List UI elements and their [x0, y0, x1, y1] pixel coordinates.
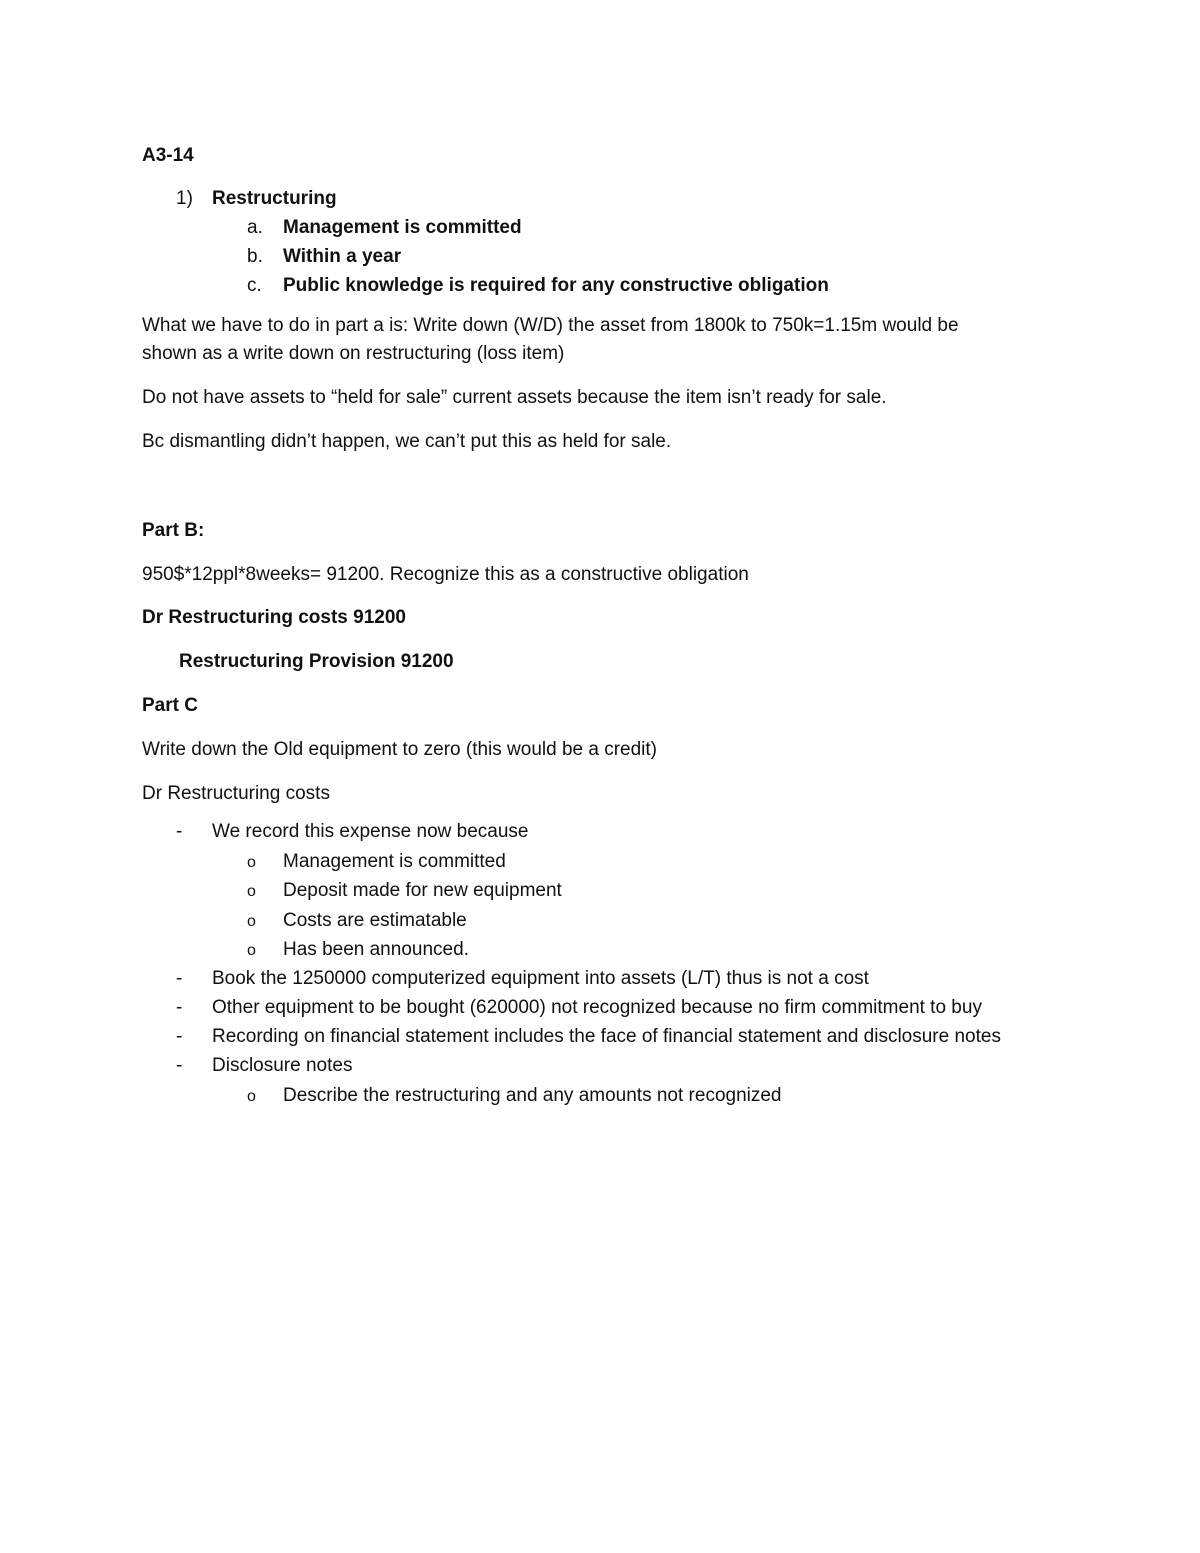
numbered-item-label: Restructuring	[212, 187, 337, 209]
list-marker: b.	[247, 245, 263, 267]
sub-bullet-text: Describe the restructuring and any amounts not recognized	[283, 1084, 782, 1106]
lettered-item	[247, 214, 1072, 243]
sub-bullet-text: Management is committed	[283, 850, 506, 872]
sub-bullet	[247, 877, 1072, 907]
bullet-text: We record this expense now because	[212, 821, 529, 843]
part-b-heading: Part B:	[142, 519, 205, 541]
sub-bullet	[247, 906, 1072, 936]
part-c-paragraph-2: Dr Restructuring costs	[142, 782, 330, 804]
sub-bullet	[247, 847, 1072, 877]
part-a-line-1: What we have to do in part a is: Write down (W/D) the asset from 1800k to 750k=1.15m would be	[142, 314, 959, 336]
bullet-text: Disclosure notes	[212, 1055, 353, 1077]
dash-bullet	[176, 818, 1072, 847]
list-marker: -	[176, 821, 183, 843]
bullet-list	[142, 818, 1072, 1111]
bullet-text: Other equipment to be bought (620000) not recognized because no firm commitment to buy	[212, 997, 982, 1019]
list-marker: -	[176, 1055, 183, 1077]
list-marker: c.	[247, 274, 262, 296]
list-marker: o	[247, 853, 256, 871]
journal-debit-line: Dr Restructuring costs 91200	[142, 607, 406, 629]
lettered-item-text: Public knowledge is required for any constructive obligation	[283, 274, 829, 296]
list-marker: -	[176, 1026, 183, 1048]
lettered-item-text: Within a year	[283, 245, 402, 267]
document-body	[142, 145, 1072, 1111]
list-marker: -	[176, 997, 183, 1019]
bullet-text: Book the 1250000 computerized equipment into assets (L/T) thus is not a cost	[212, 968, 869, 990]
bullet-text: Recording on financial statement includes the face of financial statement and disclosure notes	[212, 1026, 1001, 1048]
lettered-list	[142, 214, 1072, 301]
list-marker: o	[247, 912, 256, 930]
list-marker: o	[247, 883, 256, 901]
part-a-paragraph-2: Do not have assets to “held for sale” current assets because the item isn’t ready for sale.	[142, 387, 887, 409]
lettered-item	[247, 243, 1072, 272]
dash-bullet	[176, 1052, 1072, 1081]
part-a-paragraph-3: Bc dismantling didn’t happen, we can’t put this as held for sale.	[142, 430, 672, 452]
numbered-item	[176, 188, 1072, 211]
dash-bullet	[176, 965, 1072, 994]
list-marker: o	[247, 1087, 256, 1105]
part-c-paragraph-1: Write down the Old equipment to zero (this would be a credit)	[142, 738, 658, 760]
sub-bullet-text: Costs are estimatable	[283, 909, 467, 931]
list-marker: 1)	[176, 187, 193, 209]
dash-bullet	[176, 1023, 1072, 1052]
sub-bullet	[247, 936, 1072, 966]
document-title: A3-14	[142, 145, 194, 166]
dash-bullet	[176, 994, 1072, 1023]
sub-bullet-text: Deposit made for new equipment	[283, 880, 562, 902]
lettered-item	[247, 272, 1072, 301]
sub-bullet-text: Has been announced.	[283, 939, 469, 961]
list-marker: a.	[247, 216, 263, 238]
lettered-item-text: Management is committed	[283, 216, 522, 238]
part-b-calculation: 950$*12ppl*8weeks= 91200. Recognize this as a constructive obligation	[142, 563, 749, 585]
journal-credit-line: Restructuring Provision 91200	[179, 651, 454, 673]
list-marker: o	[247, 942, 256, 960]
list-marker: -	[176, 968, 183, 990]
sub-bullet	[247, 1081, 1072, 1111]
part-c-heading: Part C	[142, 694, 198, 716]
part-a-line-2: shown as a write down on restructuring (loss item)	[142, 343, 565, 365]
